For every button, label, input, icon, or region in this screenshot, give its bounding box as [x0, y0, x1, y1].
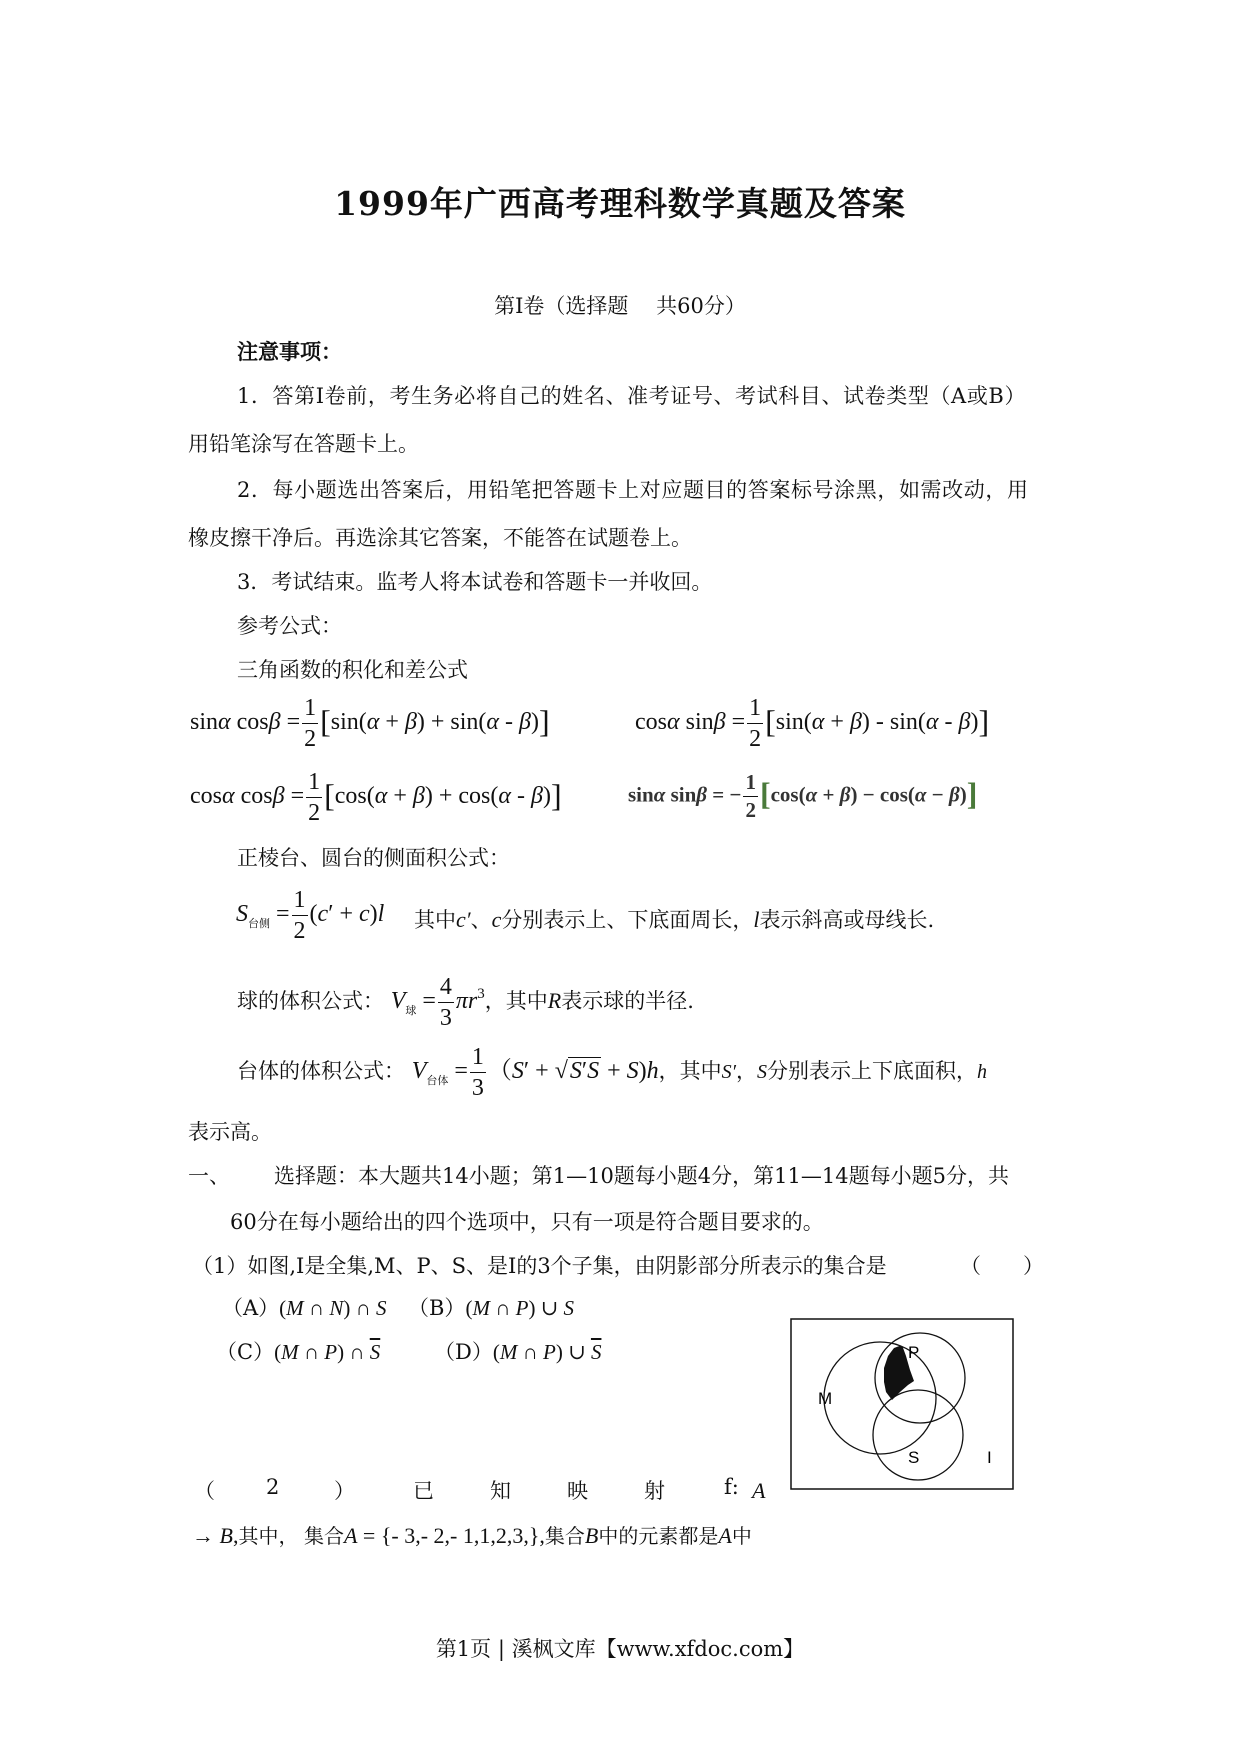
tai-note: ，其中 — [658, 1059, 722, 1084]
trig-label: 三角函数的积化和差公式 — [237, 658, 468, 682]
q1-answer-paren: （ ） — [960, 1254, 1044, 1278]
sphere-note: 表示球的半径. — [561, 989, 694, 1014]
option-label: （A） — [222, 1296, 280, 1320]
tai-line: 台体的体积公式： $V_{台体}$ = $\frac{1}{3}$ （S′ + √S′S + S)h，其中S′，S分别表示上下底面积，h — [237, 1044, 988, 1101]
q1-option-c: （C）(M ∩ P) ∩ $\overline{S}$ — [216, 1340, 381, 1364]
page-title: 1999年广西高考理科数学真题及答案 — [334, 184, 906, 223]
sphere-note: ，其中 — [484, 989, 548, 1014]
q2-token: 射 — [644, 1479, 665, 1503]
q2-token: （ — [194, 1479, 215, 1503]
q2-token: 映 — [567, 1479, 588, 1503]
q1-option-b: （B）(M ∩ P) ∪ S — [408, 1296, 575, 1320]
q2-token: 已 — [413, 1479, 434, 1503]
tai-label: 台体的体积公式： — [237, 1059, 405, 1084]
section-heading: 第Ⅰ卷（选择题 共60分） — [494, 294, 746, 318]
frustum-note: 其中c′、c分别表示上、下底面周长，l表示斜高或母线长. — [414, 907, 935, 932]
notice-item-1-cont: 用铅笔涂写在答题卡上。 — [188, 432, 419, 456]
notice-item-2-cont: 橡皮擦干净后。再选涂其它答案，不能答在试题卷上。 — [188, 526, 692, 550]
q2-text-part: 其中， — [238, 1524, 299, 1548]
notice-item-2: 2．每小题选出答案后，用铅笔把答题卡上对应题目的答案标号涂黑，如需改动，用 — [237, 478, 1029, 502]
venn-label-i: I — [987, 1448, 992, 1467]
part1-number: 一、 — [188, 1164, 230, 1188]
tai-note: 分别表示上下底面积， — [767, 1059, 978, 1084]
q2-text-part: 集合 — [544, 1524, 585, 1548]
formula-cos-cos: cosα cosβ = $\frac{1}{2}$ [cos(α + β) + cos(α - β)] — [190, 769, 562, 826]
option-label: （D） — [434, 1340, 493, 1364]
q2-text-part: 集合 — [303, 1524, 344, 1548]
q2-token: 2 — [266, 1475, 280, 1499]
formula-cos-sin: cosα sinβ = $\frac{1}{2}$ [sin(α + β) - sin(α - β)] — [635, 695, 990, 752]
frustum-note-part: 分别表示上、下底面周长， — [501, 908, 754, 932]
part1-text-a: 选择题：本大题共14小题；第1—10题每小题4分，第11—14题每小题5分，共 — [274, 1164, 1009, 1188]
q2-text-part: 中的元素都是 — [598, 1524, 719, 1548]
q1-text: （1）如图,I是全集,M、P、S、是I的3个子集，由阴影部分所表示的集合是 — [192, 1254, 887, 1278]
tai-note-cont: 表示高。 — [188, 1120, 272, 1144]
q1-option-a: （A）(M ∩ N) ∩ S — [222, 1296, 387, 1320]
frustum-note-part: 、 — [470, 908, 492, 932]
formula-sin-sin: sinα sinβ = − $\frac{1}{2}$ [cos(α + β) − cos(α − β)] — [628, 770, 978, 822]
q2-text-part: 中 — [731, 1524, 752, 1548]
venn-label-s: S — [908, 1448, 920, 1467]
q2-line2: → B,其中， 集合A = {- 3,- 2,- 1,1,2,3,},集合B中的元素都是A中 — [192, 1523, 752, 1548]
formula-frustum-area: $S_{台侧}$ = $\frac{1}{2}$ (c′ + c)l — [236, 887, 385, 944]
q2-token: ） — [334, 1479, 355, 1503]
frustum-note-part: 表示斜高或母线长. — [759, 908, 935, 932]
q2-set-a: A — [752, 1478, 766, 1503]
formula-sin-cos: sinα cosβ = $\frac{1}{2}$ [sin(α + β) + sin(α - β)] — [190, 695, 550, 752]
venn-diagram — [790, 1318, 1015, 1490]
q1-option-d: （D）(M ∩ P) ∪ $\overline{S}$ — [434, 1340, 602, 1364]
notice-heading: 注意事项： — [237, 339, 342, 364]
notice-item-3: 3．考试结束。监考人将本试卷和答题卡一并收回。 — [237, 570, 713, 594]
frustum-label: 正棱台、圆台的侧面积公式： — [237, 846, 510, 870]
option-label: （B） — [408, 1296, 466, 1320]
venn-label-p: P — [908, 1343, 920, 1362]
frustum-note-part: 其中 — [414, 908, 456, 932]
q2-token: f: — [724, 1475, 739, 1499]
notice-item-1: 1．答第Ⅰ卷前，考生务必将自己的姓名、准考证号、考试科目、试卷类型（A或B） — [237, 384, 1027, 408]
ref-formula-label: 参考公式： — [237, 614, 342, 638]
part1-text-b: 60分在每小题给出的四个选项中，只有一项是符合题目要求的。 — [230, 1210, 824, 1234]
q2-token: 知 — [490, 1479, 511, 1503]
sphere-label: 球的体积公式： — [237, 989, 384, 1014]
venn-label-m: M — [818, 1389, 833, 1408]
sphere-line: 球的体积公式： $V_球$ = $\frac{4}{3}$ $\pi r^3$，其中R表示球的半径. — [237, 974, 694, 1031]
option-label: （C） — [216, 1340, 275, 1364]
page-footer: 第1页 | 溪枫文库【www.xfdoc.com】 — [435, 1637, 805, 1661]
